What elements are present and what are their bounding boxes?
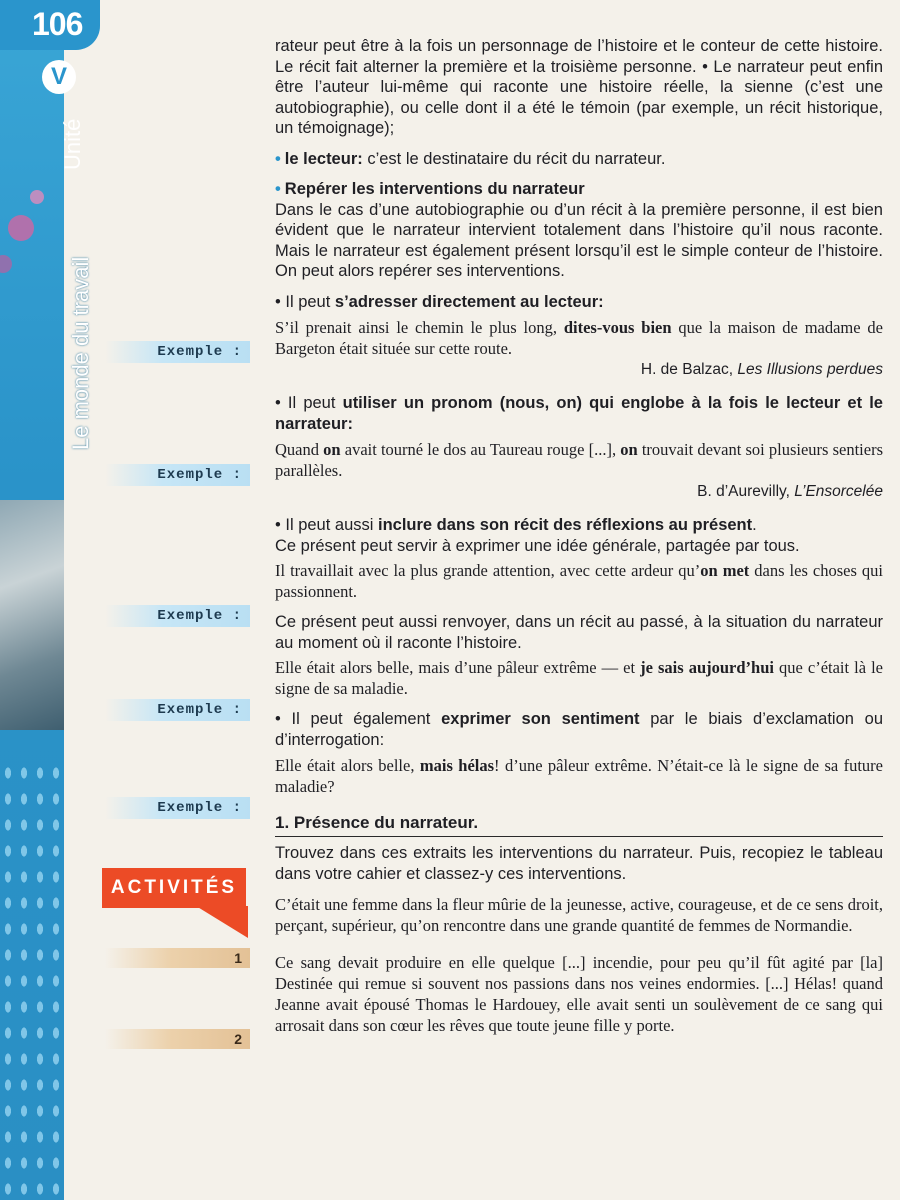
example-tag: Exemple : bbox=[105, 341, 250, 363]
example-source: B. d’Aurevilly, L’Ensorcelée bbox=[697, 483, 883, 500]
example-text: Quand on avait tourné le dos au Taureau rouge [...], on trouvait devant soi plusieurs sentiers parallèles. bbox=[275, 440, 883, 480]
example-text: Elle était alors belle, mais d’une pâleur extrême — et je sais aujourd’hui que c’était là le signe de sa maladie. bbox=[275, 658, 883, 698]
bullet-dot: • bbox=[275, 149, 281, 168]
point-heading: • Il peut également exprimer son sentiment par le biais d’exclamation ou d’interrogation: bbox=[275, 710, 883, 749]
section-body: Dans le cas d’une autobiographie ou d’un récit à la première personne, il est bien évident que le narrateur intervient totalement dans l’histoire qu’il nous raconte. Mais le narrateur est également présent lorsqu’il est le simple conteur de l’histoire. On peut alors repérer ses interventions. bbox=[275, 200, 883, 280]
bullet-dot: • bbox=[275, 180, 281, 198]
point-heading: • Il peut utiliser un pronom (nous, on) qui englobe à la fois le lecteur et le narrateur: bbox=[275, 394, 883, 433]
extract-text: C’était une femme dans la fleur mûrie de la jeunesse, active, courageuse, et de ce sens droit, perçant, supérieur, qu’on rencontre dans une grande quantité de femmes de Normandie. bbox=[275, 895, 883, 935]
example-text: Elle était alors belle, mais hélas! d’une pâleur extrême. N’était-ce là le signe de sa future maladie? bbox=[275, 756, 883, 796]
example-source: H. de Balzac, Les Illusions perdues bbox=[640, 361, 883, 378]
example-text: S’il prenait ainsi le chemin le plus long, dites-vous bien que la maison de madame de Bargeton était située sur cette route. bbox=[275, 318, 883, 358]
example-tag: Exemple : bbox=[105, 464, 250, 486]
unit-label: Unité bbox=[60, 118, 85, 170]
activities-banner-tail bbox=[196, 906, 248, 938]
deco-circle bbox=[8, 215, 34, 241]
sidebar-band bbox=[0, 0, 64, 1200]
section-heading: • Repérer les interventions du narrateur bbox=[275, 180, 585, 198]
activities-banner: ACTIVITÉS bbox=[102, 868, 246, 908]
point-note: Ce présent peut aussi renvoyer, dans un récit au passé, à la situation du narrateur au moment où il raconte l’histoire. bbox=[275, 613, 883, 652]
main-content bbox=[275, 36, 883, 1036]
point-heading: • Il peut aussi inclure dans son récit des réflexions au présent. bbox=[275, 516, 757, 534]
unit-number-badge: V bbox=[42, 60, 76, 94]
unit-theme: Le monde du travail bbox=[68, 256, 93, 450]
extract-text: Ce sang devait produire en elle quelque [...] incendie, pour peu qu’il fût agité par [la] Destinée qui remue si souvent nos passions dans nos veines endormies. [...] Hélas! quand Jeanne avait épousé Thomas le Hardouey, elle avait senti un soulèvement de ce sang qui arrosait dans son cœur les rêves que toute jeune fille y porte. bbox=[275, 953, 883, 1035]
point-note: Ce présent peut servir à exprimer une idée générale, partagée par tous. bbox=[275, 536, 800, 555]
deco-circle bbox=[30, 190, 44, 204]
page-number-tab bbox=[0, 0, 100, 50]
activity-title: 1. Présence du narrateur. bbox=[275, 813, 883, 837]
intro-paragraph: rateur peut être à la fois un personnage de l’histoire et le conteur de cette histoire. Le récit fait alterner la première et la troisième personne. • Le narrateur peut enfin être l’auteur lui-même qui raconte une histoire réelle, la sienne (c’est une autobiographie), ou celle dont il a été le témoin (par exemple, un récit historique, un témoignage); bbox=[275, 37, 883, 137]
page-number: 106 bbox=[32, 6, 83, 42]
sidebar-pattern bbox=[0, 760, 64, 1200]
sidebar-photo bbox=[0, 500, 64, 730]
lecteur-item: • le lecteur: c’est le destinataire du récit du narrateur. bbox=[275, 149, 666, 168]
activity-instruction: Trouvez dans ces extraits les interventions du narrateur. Puis, recopiez le tableau dans votre cahier et classez-y ces interventions. bbox=[275, 844, 883, 883]
point-heading: • Il peut s’adresser directement au lecteur: bbox=[275, 292, 604, 311]
extract-number-tag: 2 bbox=[105, 1029, 250, 1049]
example-tag: Exemple : bbox=[105, 699, 250, 721]
example-tag: Exemple : bbox=[105, 605, 250, 627]
example-text: Il travaillait avec la plus grande attention, avec cette ardeur qu’on met dans les choses qui passionnent. bbox=[275, 561, 883, 601]
extract-number-tag: 1 bbox=[105, 948, 250, 968]
example-tag: Exemple : bbox=[105, 797, 250, 819]
